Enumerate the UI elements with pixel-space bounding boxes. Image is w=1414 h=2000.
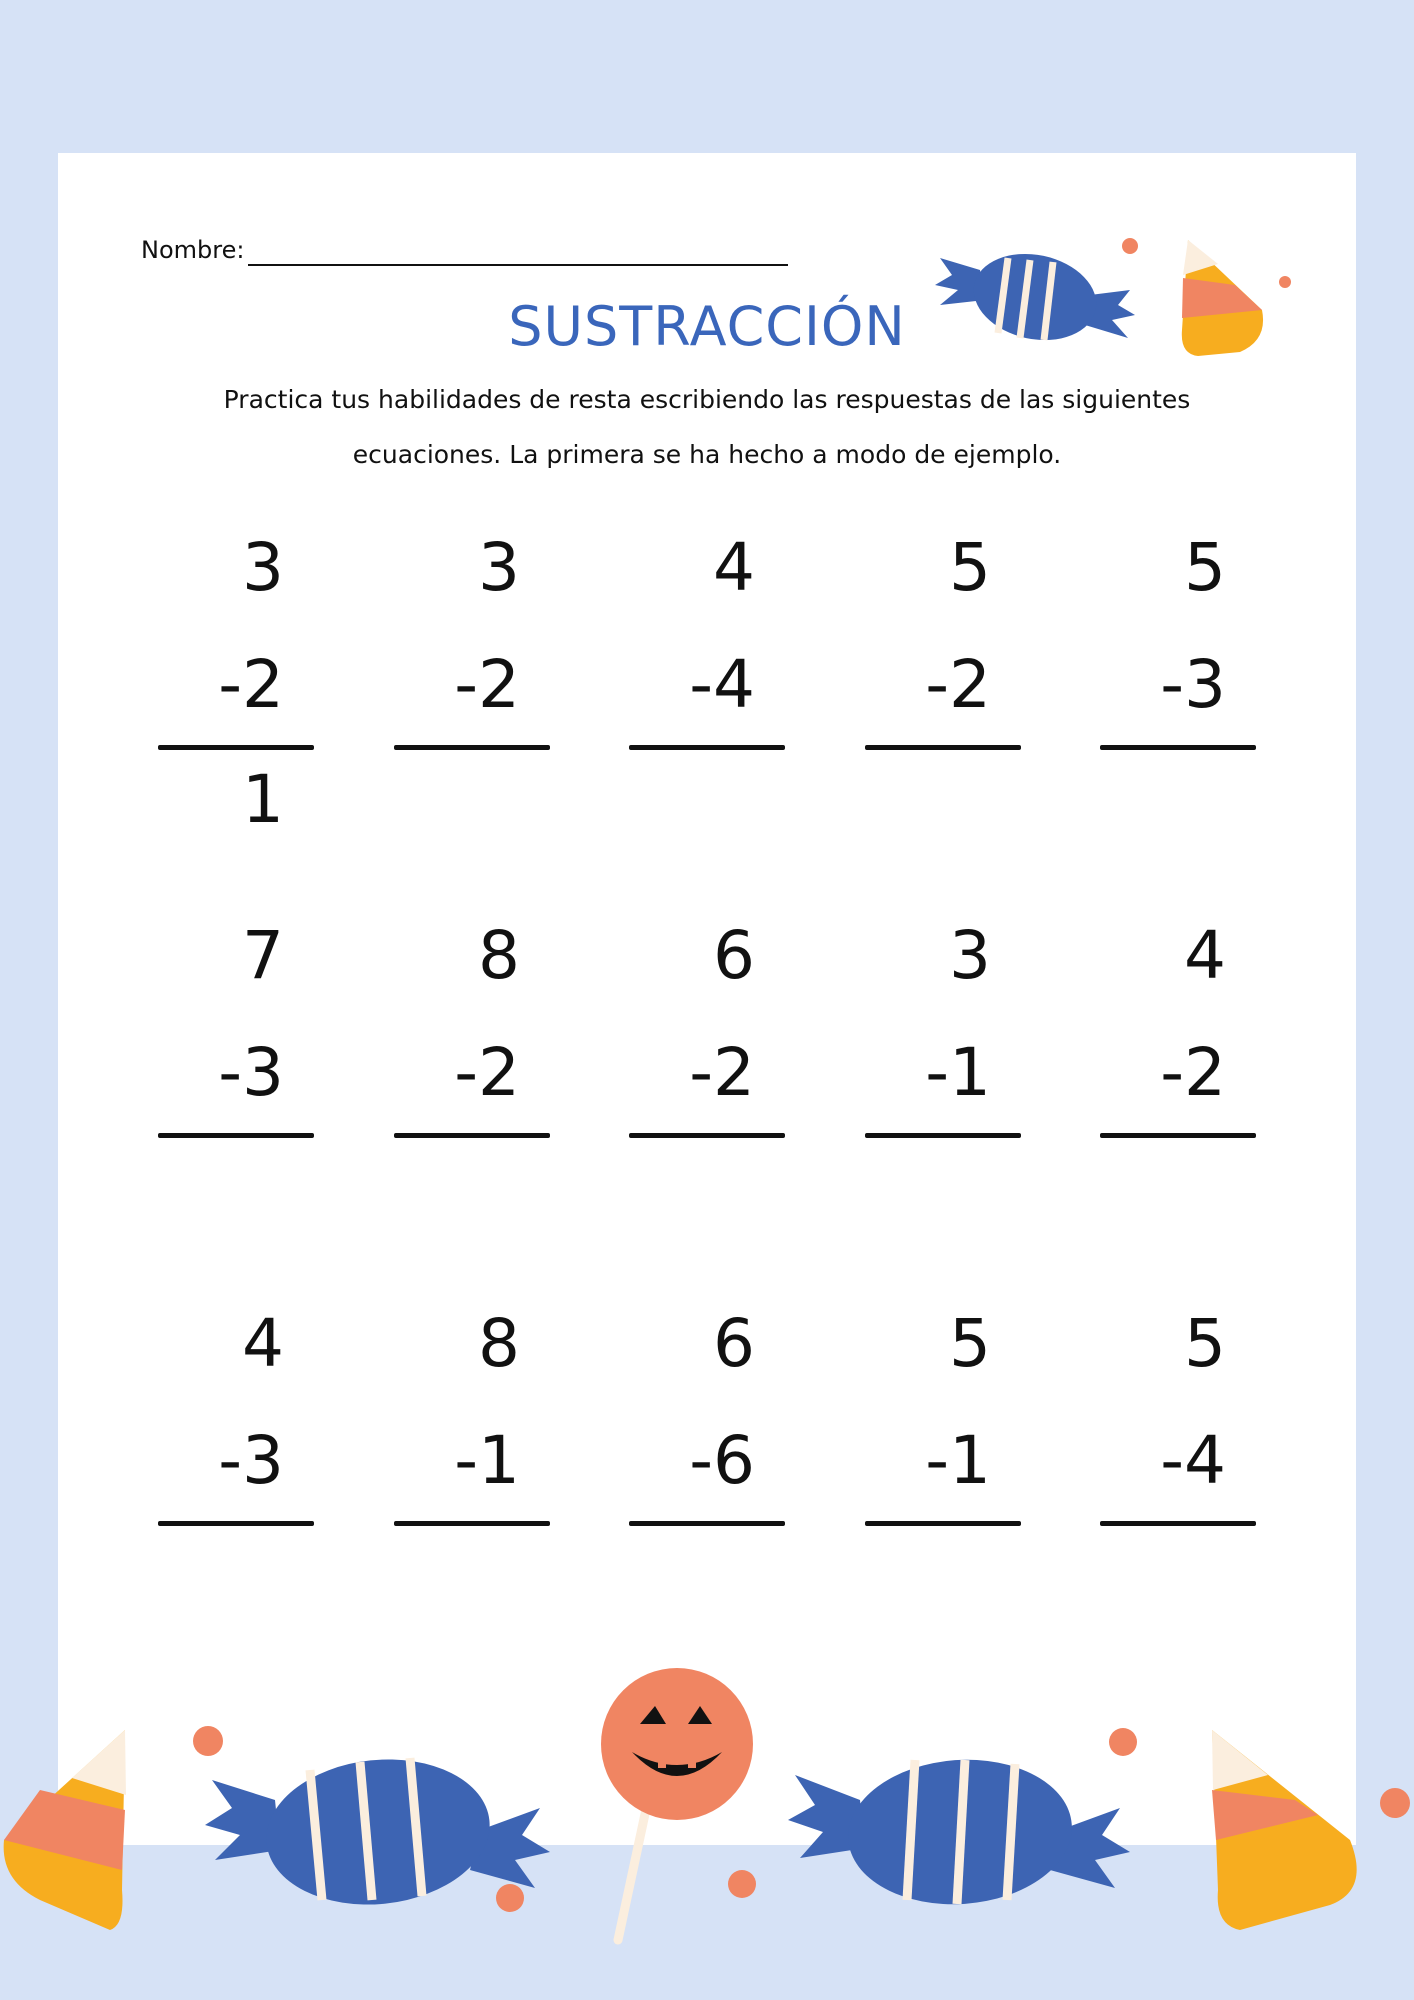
minuend: 5 xyxy=(949,529,991,606)
subtrahend: -3 xyxy=(218,1422,284,1499)
minuend: 4 xyxy=(242,1305,284,1382)
minuend: 6 xyxy=(713,1305,755,1382)
minuend: 8 xyxy=(478,917,520,994)
subtrahend: -2 xyxy=(218,646,284,723)
subtrahend: -3 xyxy=(1160,646,1226,723)
minuend: 3 xyxy=(242,529,284,606)
bottom-band xyxy=(0,1845,1414,2000)
page-title: SUSTRACCIÓN xyxy=(508,295,906,358)
subtrahend: -2 xyxy=(689,1034,755,1111)
minuend: 8 xyxy=(478,1305,520,1382)
subtrahend: -3 xyxy=(218,1034,284,1111)
dot-icon xyxy=(1279,276,1291,288)
dot-icon xyxy=(1122,238,1138,254)
subtrahend: -2 xyxy=(454,646,520,723)
name-label: Nombre: xyxy=(141,236,245,264)
minuend: 5 xyxy=(1184,529,1226,606)
minuend: 7 xyxy=(242,917,284,994)
dot-icon xyxy=(1380,1788,1410,1818)
minuend: 3 xyxy=(478,529,520,606)
minuend: 4 xyxy=(713,529,755,606)
subtrahend: -6 xyxy=(689,1422,755,1499)
candy-corn-icon xyxy=(1182,240,1263,356)
wrapped-candy-icon xyxy=(935,243,1135,351)
dot-icon xyxy=(496,1884,524,1912)
subtrahend: -1 xyxy=(925,1034,991,1111)
minuend: 6 xyxy=(713,917,755,994)
subtrahend: -2 xyxy=(454,1034,520,1111)
dot-icon xyxy=(728,1870,756,1898)
dot-icon xyxy=(1109,1728,1137,1756)
minuend: 3 xyxy=(949,917,991,994)
subtrahend: -1 xyxy=(925,1422,991,1499)
subtrahend: -4 xyxy=(1160,1422,1226,1499)
minuend: 4 xyxy=(1184,917,1226,994)
subtrahend: -2 xyxy=(1160,1034,1226,1111)
answer: 1 xyxy=(242,761,284,838)
instructions: Practica tus habilidades de resta escribiendo las respuestas de las siguientes ecuaciones. La primera se ha hecho a modo de ejemplo. xyxy=(223,385,1191,469)
candy-corn-icon xyxy=(1212,1730,1357,1930)
subtrahend: -4 xyxy=(689,646,755,723)
minuend: 5 xyxy=(949,1305,991,1382)
subtrahend: -1 xyxy=(454,1422,520,1499)
dot-icon xyxy=(193,1726,223,1756)
minuend: 5 xyxy=(1184,1305,1226,1382)
subtrahend: -2 xyxy=(925,646,991,723)
